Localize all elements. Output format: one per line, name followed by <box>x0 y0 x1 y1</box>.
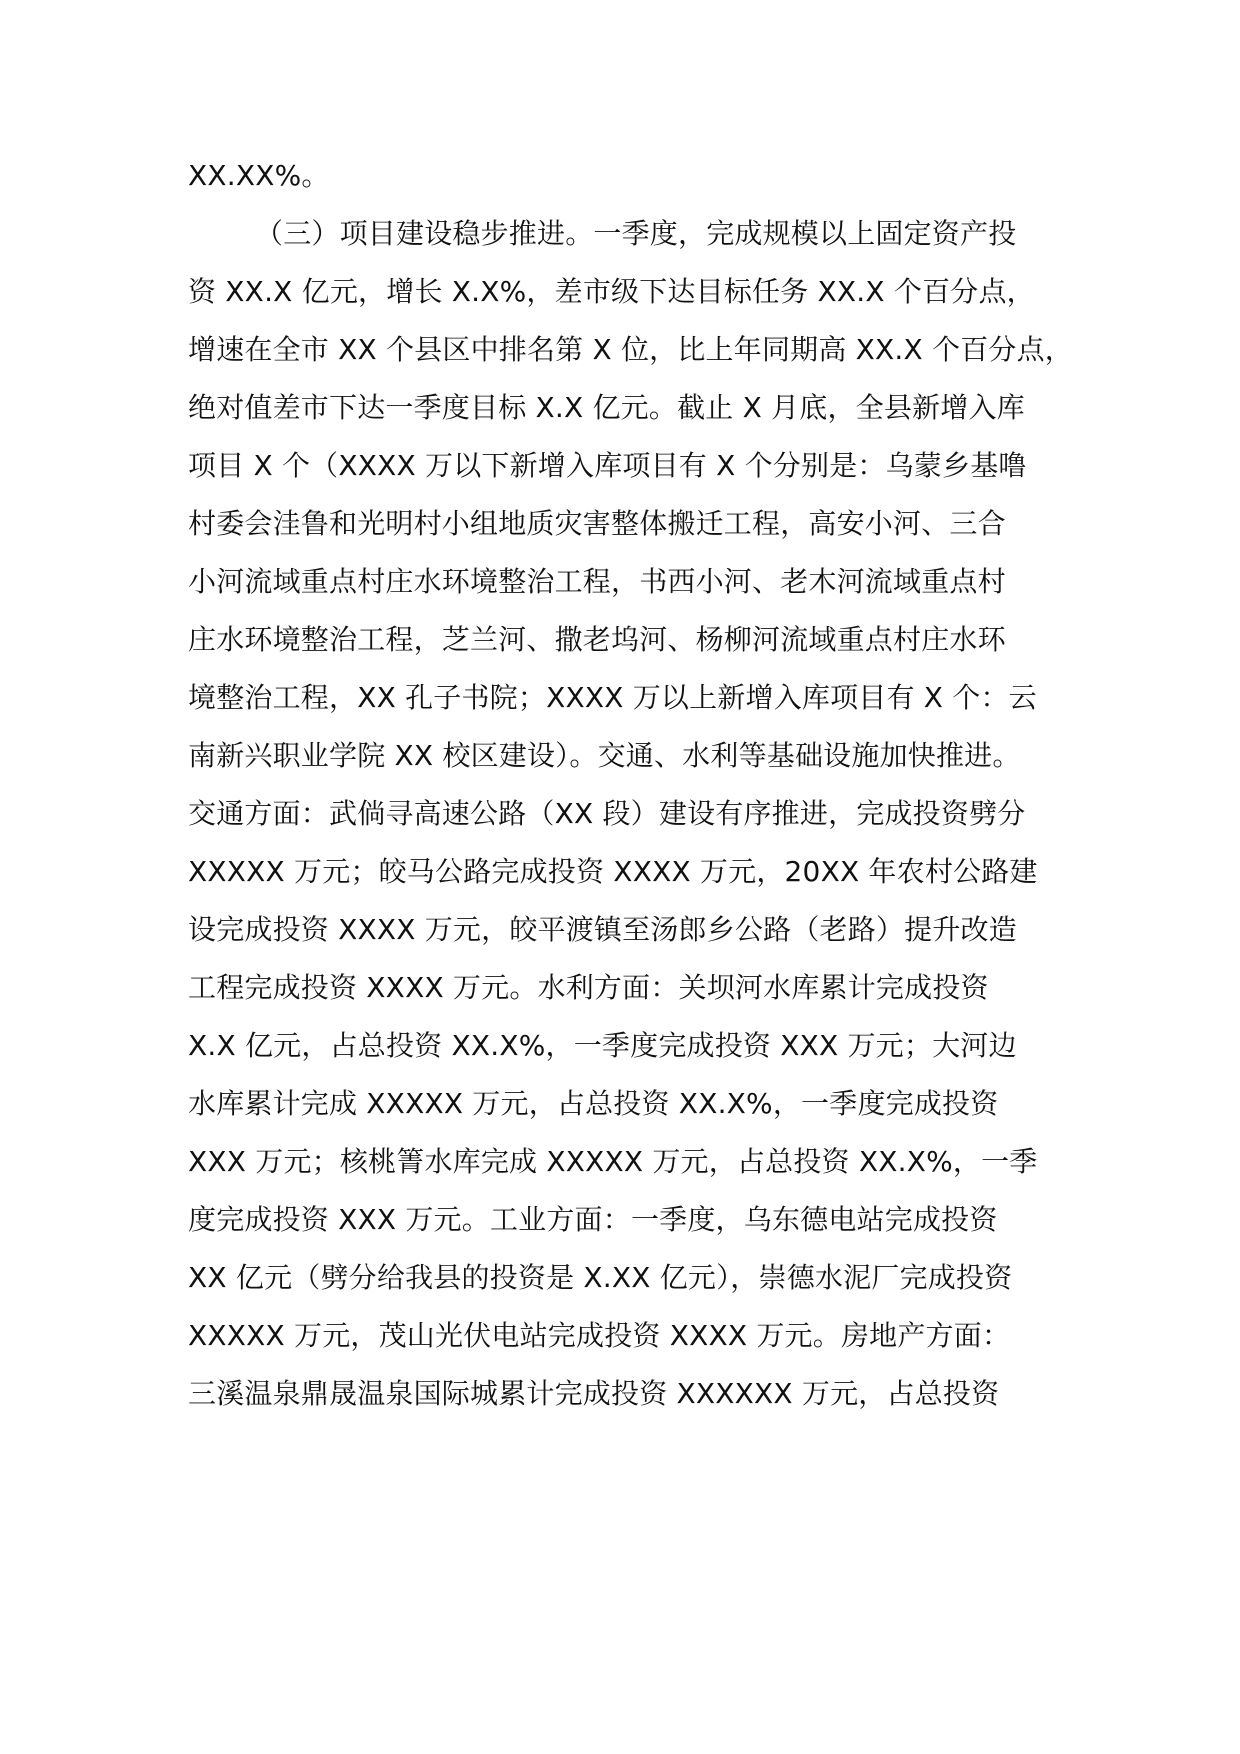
text-line-10: 境整治工程，XX 孔子书院；XXXX 万以上新增入库项目有 X 个：云 <box>188 681 1037 714</box>
text-line-22: 三溪温泉鼎晟温泉国际城累计完成投资 XXXXXX 万元，占总投资 <box>188 1377 1000 1410</box>
text-line-4: 增速在全市 XX 个县区中排名第 X 位，比上年同期高 XX.X 个百分点， <box>188 333 1073 366</box>
text-line-1: XX.XX%。 <box>188 159 330 192</box>
text-line-14: 设完成投资 XXXX 万元，皎平渡镇至汤郎乡公路（老路）提升改造 <box>188 913 1017 946</box>
text-line-8: 小河流域重点村庄水环境整治工程，书西小河、老木河流域重点村 <box>188 565 1006 598</box>
text-line-20: XX 亿元（劈分给我县的投资是 X.XX 亿元），崇德水泥厂完成投资 <box>188 1261 1013 1294</box>
text-line-7: 村委会洼鲁和光明村小组地质灾害整体搬迁工程，高安小河、三合 <box>188 507 1006 540</box>
text-line-16: X.X 亿元，占总投资 XX.X%，一季度完成投资 XXX 万元；大河边 <box>188 1029 1017 1062</box>
text-line-18: XXX 万元；核桃箐水库完成 XXXXX 万元，占总投资 XX.X%，一季 <box>188 1145 1038 1178</box>
text-line-11: 南新兴职业学院 XX 校区建设）。交通、水利等基础设施加快推进。 <box>188 739 1021 772</box>
text-line-17: 水库累计完成 XXXXX 万元，占总投资 XX.X%，一季度完成投资 <box>188 1087 999 1120</box>
text-line-13: XXXXX 万元；皎马公路完成投资 XXXX 万元，20XX 年农村公路建 <box>188 855 1038 888</box>
text-line-21: XXXXX 万元，茂山光伏电站完成投资 XXXX 万元。房地产方面： <box>188 1319 1011 1352</box>
text-line-3: 资 XX.X 亿元，增长 X.X%，差市级下达目标任务 XX.X 个百分点， <box>188 275 1035 308</box>
text-line-9: 庄水环境整治工程，芝兰河、撒老坞河、杨柳河流域重点村庄水环 <box>188 623 1006 656</box>
text-line-15: 工程完成投资 XXXX 万元。水利方面：关坝河水库累计完成投资 <box>188 971 989 1004</box>
text-line-5: 绝对值差市下达一季度目标 X.X 亿元。截止 X 月底，全县新增入库 <box>188 391 1025 424</box>
text-line-2: （三）项目建设稳步推进。一季度，完成规模以上固定资产投 <box>255 217 1017 250</box>
text-line-6: 项目 X 个（XXXX 万以下新增入库项目有 X 个分别是：乌蒙乡基噜 <box>188 449 1027 482</box>
text-line-19: 度完成投资 XXX 万元。工业方面：一季度，乌东德电站完成投资 <box>188 1203 998 1236</box>
text-line-12: 交通方面：武倘寻高速公路（XX 段）建设有序推进，完成投资劈分 <box>188 797 1026 830</box>
